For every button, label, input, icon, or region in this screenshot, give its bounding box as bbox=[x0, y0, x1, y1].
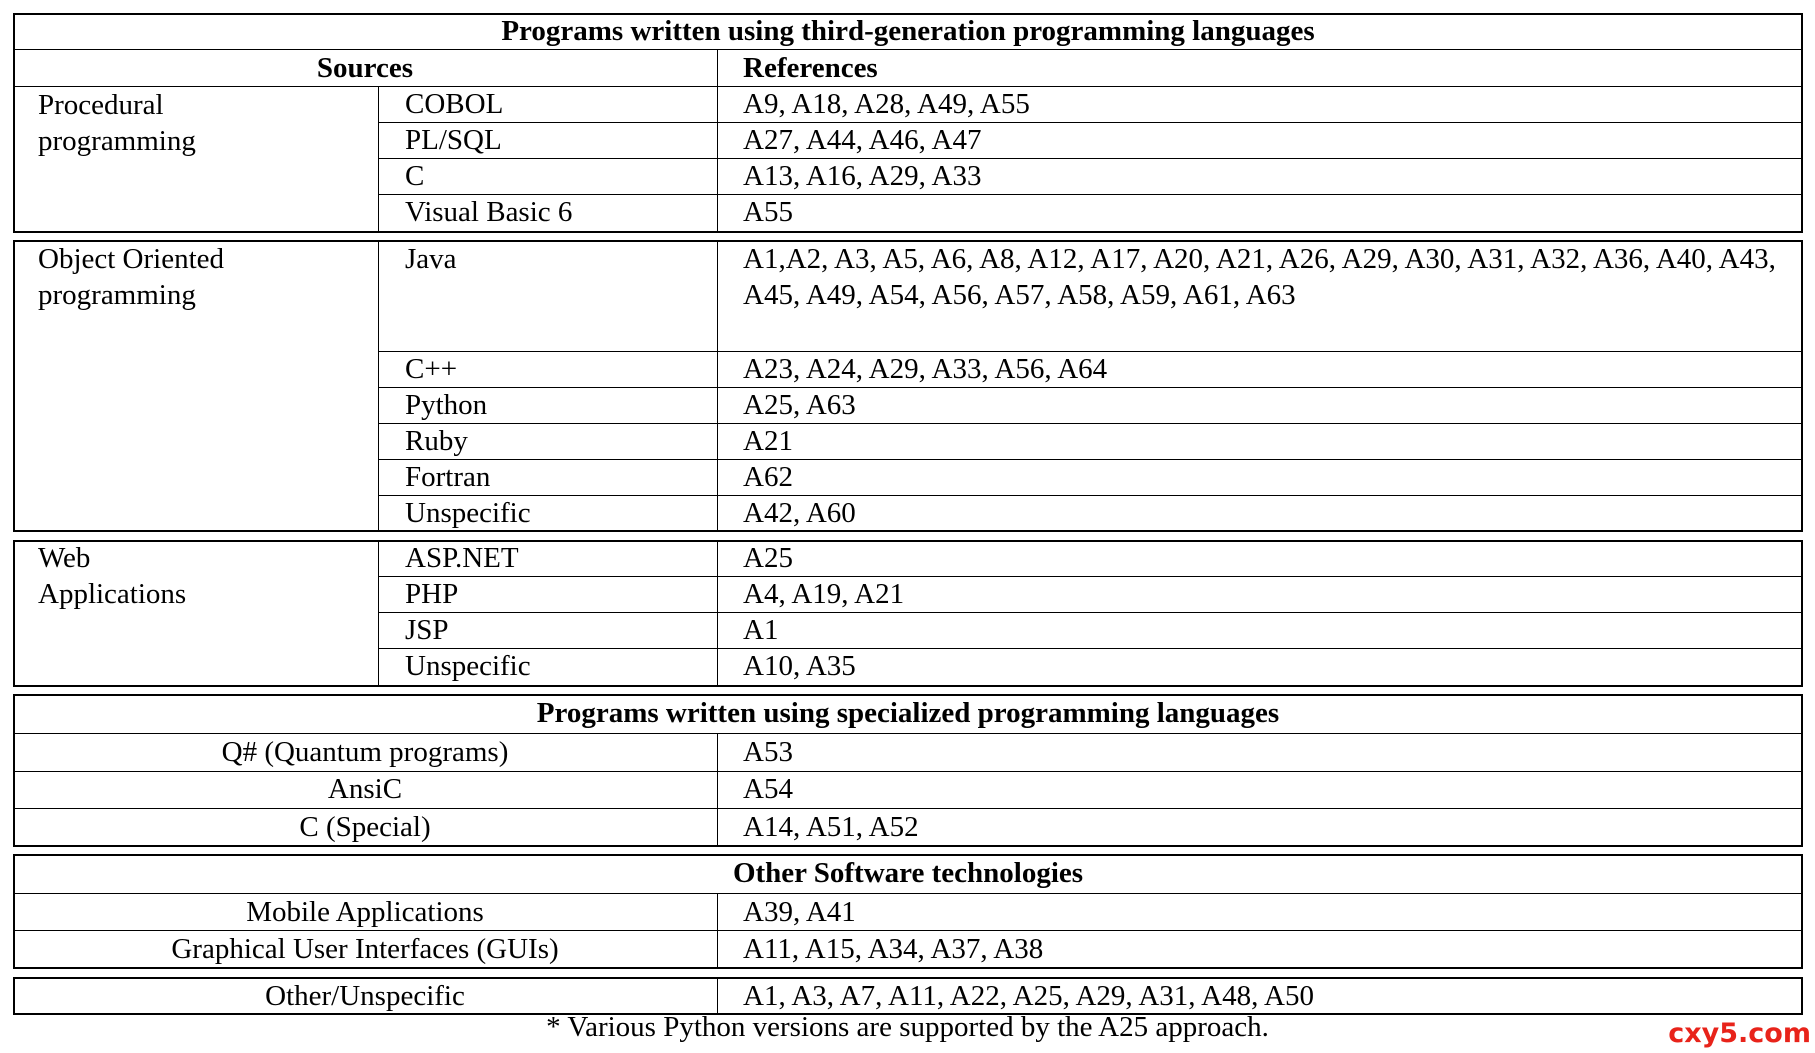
other-tech-title: Other Software technologies bbox=[732, 857, 1084, 889]
specialized-refs-qsharp: A53 bbox=[743, 736, 793, 768]
specialized-source-c-special: C (Special) bbox=[299, 811, 431, 843]
procedural-lang-plsql: PL/SQL bbox=[405, 124, 502, 156]
other-tech-refs-gui: A11, A15, A34, A37, A38 bbox=[743, 933, 1044, 965]
procedural-refs-plsql: A27, A44, A46, A47 bbox=[743, 124, 982, 156]
specialized-source-qsharp: Q# (Quantum programs) bbox=[221, 736, 509, 768]
procedural-refs-vb6: A55 bbox=[743, 196, 793, 228]
third-gen-title: Programs written using third-generation programming languages bbox=[501, 15, 1315, 47]
other-tech-source-mobile: Mobile Applications bbox=[246, 896, 484, 928]
procedural-lang-vb6: Visual Basic 6 bbox=[405, 196, 573, 228]
oop-category-label: Object Oriented programming bbox=[38, 243, 225, 311]
references-column-header: References bbox=[743, 52, 878, 84]
oop-lang-unspecific: Unspecific bbox=[405, 497, 531, 529]
web-lang-aspnet: ASP.NET bbox=[405, 542, 519, 574]
oop-refs-python: A25, A63 bbox=[743, 389, 856, 421]
web-lang-php: PHP bbox=[405, 578, 459, 610]
oop-lang-python: Python bbox=[405, 389, 488, 421]
procedural-lang-c: C bbox=[405, 160, 425, 192]
oop-refs-fortran: A62 bbox=[743, 461, 793, 493]
web-category-label: Web Applications bbox=[38, 542, 187, 610]
specialized-title: Programs written using specialized programming languages bbox=[536, 697, 1280, 729]
procedural-category-label: Procedural programming bbox=[38, 89, 196, 157]
other-unspecific-refs: A1, A3, A7, A11, A22, A25, A29, A31, A48, A50 bbox=[743, 980, 1314, 1012]
oop-lang-ruby: Ruby bbox=[405, 425, 468, 457]
table-footnote: * Various Python versions are supported by the A25 approach. bbox=[546, 1011, 1269, 1043]
other-tech-refs-mobile: A39, A41 bbox=[743, 896, 856, 928]
oop-refs-ruby: A21 bbox=[743, 425, 793, 457]
procedural-refs-c: A13, A16, A29, A33 bbox=[743, 160, 982, 192]
other-tech-source-gui: Graphical User Interfaces (GUIs) bbox=[171, 933, 559, 965]
third-gen-section bbox=[13, 13, 1803, 233]
web-section bbox=[13, 540, 1803, 687]
procedural-refs-cobol: A9, A18, A28, A49, A55 bbox=[743, 88, 1030, 120]
other-unspecific-source: Other/Unspecific bbox=[265, 980, 465, 1012]
specialized-section bbox=[13, 694, 1803, 847]
web-refs-jsp: A1 bbox=[743, 614, 779, 646]
web-refs-aspnet: A25 bbox=[743, 542, 793, 574]
watermark-logo: cxy5.com bbox=[1668, 1018, 1811, 1049]
oop-section bbox=[13, 240, 1803, 532]
web-lang-jsp: JSP bbox=[405, 614, 449, 646]
other-tech-section bbox=[13, 854, 1803, 969]
oop-refs-cpp: A23, A24, A29, A33, A56, A64 bbox=[743, 353, 1108, 385]
web-refs-unspecific: A10, A35 bbox=[743, 650, 856, 682]
procedural-lang-cobol: COBOL bbox=[405, 88, 504, 120]
sources-column-header: Sources bbox=[316, 52, 414, 84]
web-lang-unspecific: Unspecific bbox=[405, 650, 531, 682]
oop-refs-unspecific: A42, A60 bbox=[743, 497, 856, 529]
oop-refs-java: A1,A2, A3, A5, A6, A8, A12, A17, A20, A21, A26, A29, A30, A31, A32, A36, A40, A43, A45, A49, A54, A56, A57, A58, A59, A61, A63 bbox=[743, 243, 1776, 311]
web-refs-php: A4, A19, A21 bbox=[743, 578, 905, 610]
specialized-refs-c-special: A14, A51, A52 bbox=[743, 811, 919, 843]
oop-lang-java: Java bbox=[405, 243, 457, 275]
specialized-source-ansic: AnsiC bbox=[327, 773, 403, 805]
oop-lang-cpp: C++ bbox=[405, 353, 458, 385]
oop-lang-fortran: Fortran bbox=[405, 461, 491, 493]
specialized-refs-ansic: A54 bbox=[743, 773, 793, 805]
